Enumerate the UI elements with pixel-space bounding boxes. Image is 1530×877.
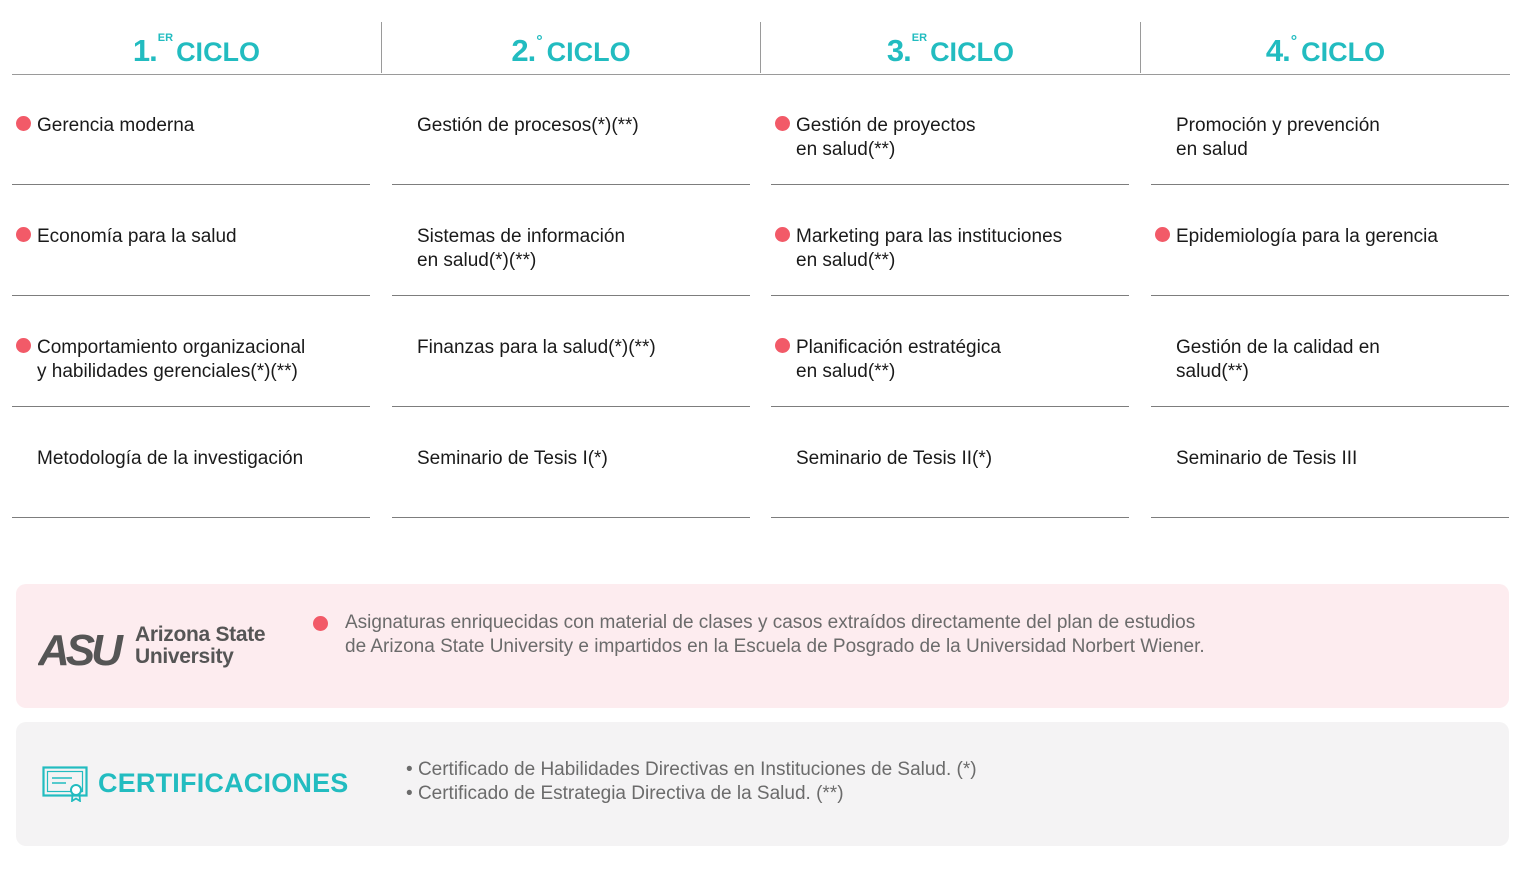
asu-marker-dot <box>1155 227 1170 242</box>
cycle-2-courses <box>392 74 750 518</box>
cycle-header-row <box>12 22 1510 75</box>
course-cell <box>1151 407 1509 518</box>
asu-logo <box>38 624 278 670</box>
cycle-label: CICLO <box>176 37 261 67</box>
asu-university-name: Arizona State University <box>135 623 266 668</box>
asu-marker-dot <box>16 116 31 131</box>
course-cell <box>1151 296 1509 407</box>
cycle-number: 2. <box>511 33 536 68</box>
cycle-4-courses <box>1151 74 1509 518</box>
certification-item: • Certificado de Habilidades Directivas en Instituciones de Salud. (*) <box>406 758 977 782</box>
cycle-ordinal: ER <box>911 32 928 44</box>
course-name: Seminario de Tesis I(*) <box>417 448 608 469</box>
course-name: Economía para la salud <box>37 226 237 247</box>
course-cell <box>771 296 1129 407</box>
cycle-1-header <box>12 22 381 73</box>
cycle-number: 4. <box>1265 33 1290 68</box>
cycle-ordinal: ° <box>1290 33 1298 50</box>
course-cell <box>392 407 750 518</box>
course-name: Seminario de Tesis III <box>1176 448 1358 469</box>
course-name: Finanzas para la salud(*)(**) <box>417 337 656 358</box>
cycle-number: 1. <box>132 33 157 68</box>
course-name: Seminario de Tesis II(*) <box>796 448 993 469</box>
asu-info-panel <box>16 584 1509 708</box>
course-cell <box>12 407 370 518</box>
asu-marker-dot <box>16 227 31 242</box>
asu-marker-dot <box>775 227 790 242</box>
cycle-ordinal: ER <box>157 32 174 44</box>
asu-mark-text: ASU <box>38 628 119 668</box>
course-cell <box>771 185 1129 296</box>
course-name: Planificación estratégica en salud(**) <box>796 337 1001 382</box>
course-name: Gestión de procesos(*)(**) <box>417 115 639 136</box>
cycle-1-courses <box>12 74 370 518</box>
course-cell <box>392 296 750 407</box>
course-name: Gestión de proyectos en salud(**) <box>796 115 976 160</box>
asu-note: Asignaturas enriquecidas con material de clases y casos extraídos directamente del plan de estudios de Arizona State University e impartidos en la Escuela de Posgrado de la Universidad Norbert Wiener. <box>345 612 1205 657</box>
course-cell <box>771 407 1129 518</box>
course-name: Comportamiento organizacional y habilidades gerenciales(*)(**) <box>37 337 306 382</box>
asu-marker-dot <box>775 116 790 131</box>
course-cell <box>12 74 370 185</box>
course-cell <box>12 296 370 407</box>
course-name: Metodología de la investigación <box>37 448 304 469</box>
course-cell <box>12 185 370 296</box>
course-cell <box>771 74 1129 185</box>
cycle-number: 3. <box>886 33 911 68</box>
course-cell <box>392 74 750 185</box>
asu-logo-icon <box>38 628 130 668</box>
cycle-ordinal: ° <box>536 33 543 50</box>
course-name: Sistemas de información en salud(*)(**) <box>417 226 626 271</box>
certifications-list <box>406 758 977 806</box>
certifications-panel <box>16 722 1509 846</box>
course-name: Gerencia moderna <box>37 115 195 136</box>
certifications-title: CERTIFICACIONES <box>98 768 349 798</box>
course-name: Marketing para las instituciones en salud(**) <box>796 226 1063 271</box>
course-cell <box>1151 185 1509 296</box>
cycle-label: CICLO <box>546 37 631 67</box>
course-name: Promoción y prevención en salud <box>1176 115 1380 160</box>
cycle-3-courses <box>771 74 1129 518</box>
asu-legend-dot <box>313 616 328 631</box>
course-cell <box>1151 74 1509 185</box>
certificate-icon <box>42 766 90 802</box>
cycle-label: CICLO <box>1301 37 1386 67</box>
cycle-3-header <box>761 22 1140 73</box>
certification-item: • Certificado de Estrategia Directiva de la Salud. (**) <box>406 782 977 806</box>
course-name: Epidemiología para la gerencia <box>1176 226 1438 247</box>
cycle-label: CICLO <box>930 37 1015 67</box>
asu-marker-dot <box>16 338 31 353</box>
course-cell <box>392 185 750 296</box>
cycle-2-header <box>382 22 760 73</box>
cycle-4-header <box>1141 22 1510 73</box>
course-name: Gestión de la calidad en salud(**) <box>1176 337 1380 382</box>
asu-marker-dot <box>775 338 790 353</box>
